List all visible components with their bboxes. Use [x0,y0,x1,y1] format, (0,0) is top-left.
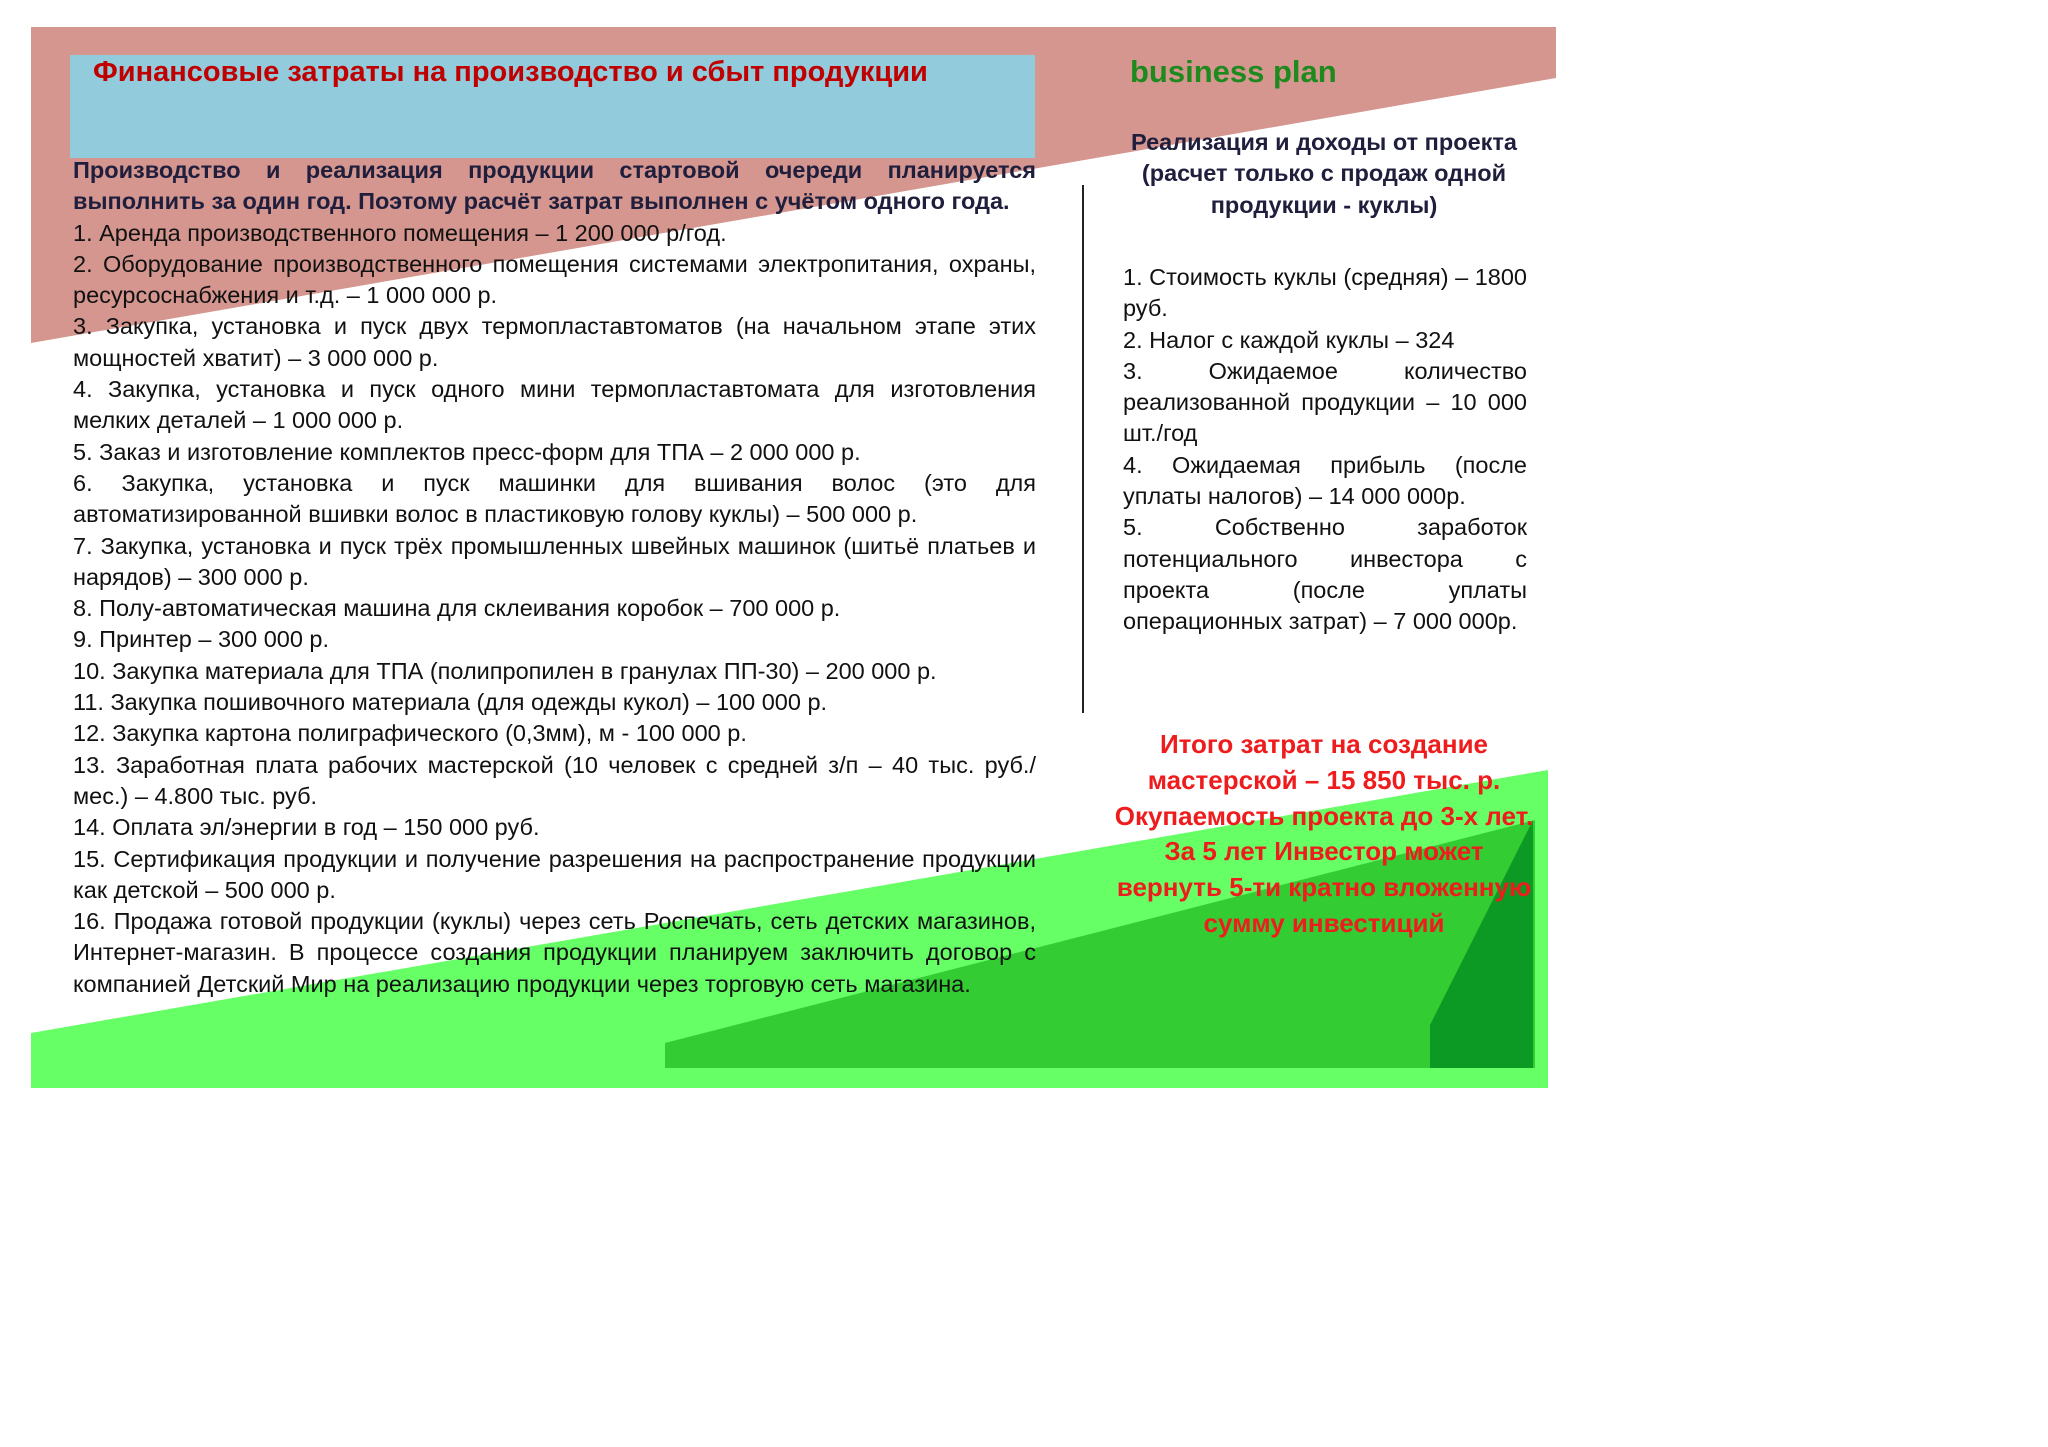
revenue-list [1123,262,1527,638]
cost-item: 11. Закупка пошивочного материала (для одежды кукол) – 100 000 р. [73,689,828,716]
revenue-item: 5. Собственно заработок потенциального инвестора с проекта (после уплаты операционных затрат) – 7 000 000р. [1123,514,1527,635]
brand-label: business plan [1130,54,1337,89]
cost-item: 7. Закупка, установка и пуск трёх промышленных швейных машинок (шитьё платьев и нарядов) – 300 000 р. [73,532,1036,590]
cost-item: 9. Принтер – 300 000 р. [73,626,330,653]
summary-total: Итого затрат на создание мастерской – 15 850 тыс. р. [1147,729,1501,795]
slide-title: Финансовые затраты на производство и сбыт продукции [93,56,928,88]
cost-item: 15. Сертификация продукции и получение разрешения на распространение продукции как детской – 500 000 р. [73,845,1036,903]
revenue-heading: Реализация и доходы от проекта (расчет только с продаж одной продукции - куклы) [1130,129,1517,218]
cost-item: 3. Закупка, установка и пуск двух термопластавтоматов (на начальном этапе этих мощностей хватит) – 3 000 000 р. [73,313,1036,371]
cost-item: 4. Закупка, установка и пуск одного мини термопластавтомата для изготовления мелких деталей – 1 000 000 р. [73,376,1036,434]
revenue-item: 4. Ожидаемая прибыль (после уплаты налогов) – 14 000 000р. [1123,451,1527,510]
investment-summary [1112,727,1536,942]
cost-item: 16. Продажа готовой продукции (куклы) через сеть Роспечать, сеть детских магазинов, Интернет-магазин. В процессе создания продукции планируем заключить договор с компанией Детский Мир на реализацию продукции через торговую сеть магазина. [73,908,1036,997]
cost-item: 2. Оборудование производственного помещения системами электропитания, охраны, ресурсоснабжения и т.д. – 1 000 000 р. [73,250,1036,309]
revenue-item: 3. Ожидаемое количество реализованной продукции – 10 000 шт./год [1123,357,1527,447]
cost-item: 10. Закупка материала для ТПА (полипропилен в гранулах ПП-30) – 200 000 р. [73,657,937,684]
summary-payback: Окупаемость проекта до 3-х лет. [1114,800,1534,831]
cost-item: 14. Оплата эл/энергии в год – 150 000 руб. [73,814,540,841]
cost-intro: Производство и реализация продукции стартовой очереди планируется выполнить за один год. Поэтому расчёт затрат выполнен с учётом одного года. [73,157,1036,215]
cost-item: 13. Заработная плата рабочих мастерской (10 человек с средней з/п – 40 тыс. руб./мес.) – 4.800 тыс. руб. [73,751,1036,809]
cost-item: 1. Аренда производственного помещения – 1 200 000 р/год. [73,219,727,246]
revenue-item: 2. Налог с каждой куклы – 324 [1123,326,1455,353]
cost-item: 6. Закупка, установка и пуск машинки для вшивания волос (это для автоматизированной вшивки волос в пластиковую голову куклы) – 500 000 р. [73,469,1036,528]
cost-item: 8. Полу-автоматическая машина для склеивания коробок – 700 000 р. [73,595,841,622]
column-divider [1082,185,1084,713]
summary-investor: За 5 лет Инвестор может вернуть 5-ти кратно вложенную сумму инвестиций [1116,836,1532,938]
cost-item: 12. Закупка картона полиграфического (0,3мм), м - 100 000 р. [73,720,747,747]
cost-list [73,155,1036,1000]
revenue-item: 1. Стоимость куклы (средняя) – 1800 руб. [1123,264,1527,322]
cost-item: 5. Заказ и изготовление комплектов пресс-форм для ТПА – 2 000 000 р. [73,438,861,465]
